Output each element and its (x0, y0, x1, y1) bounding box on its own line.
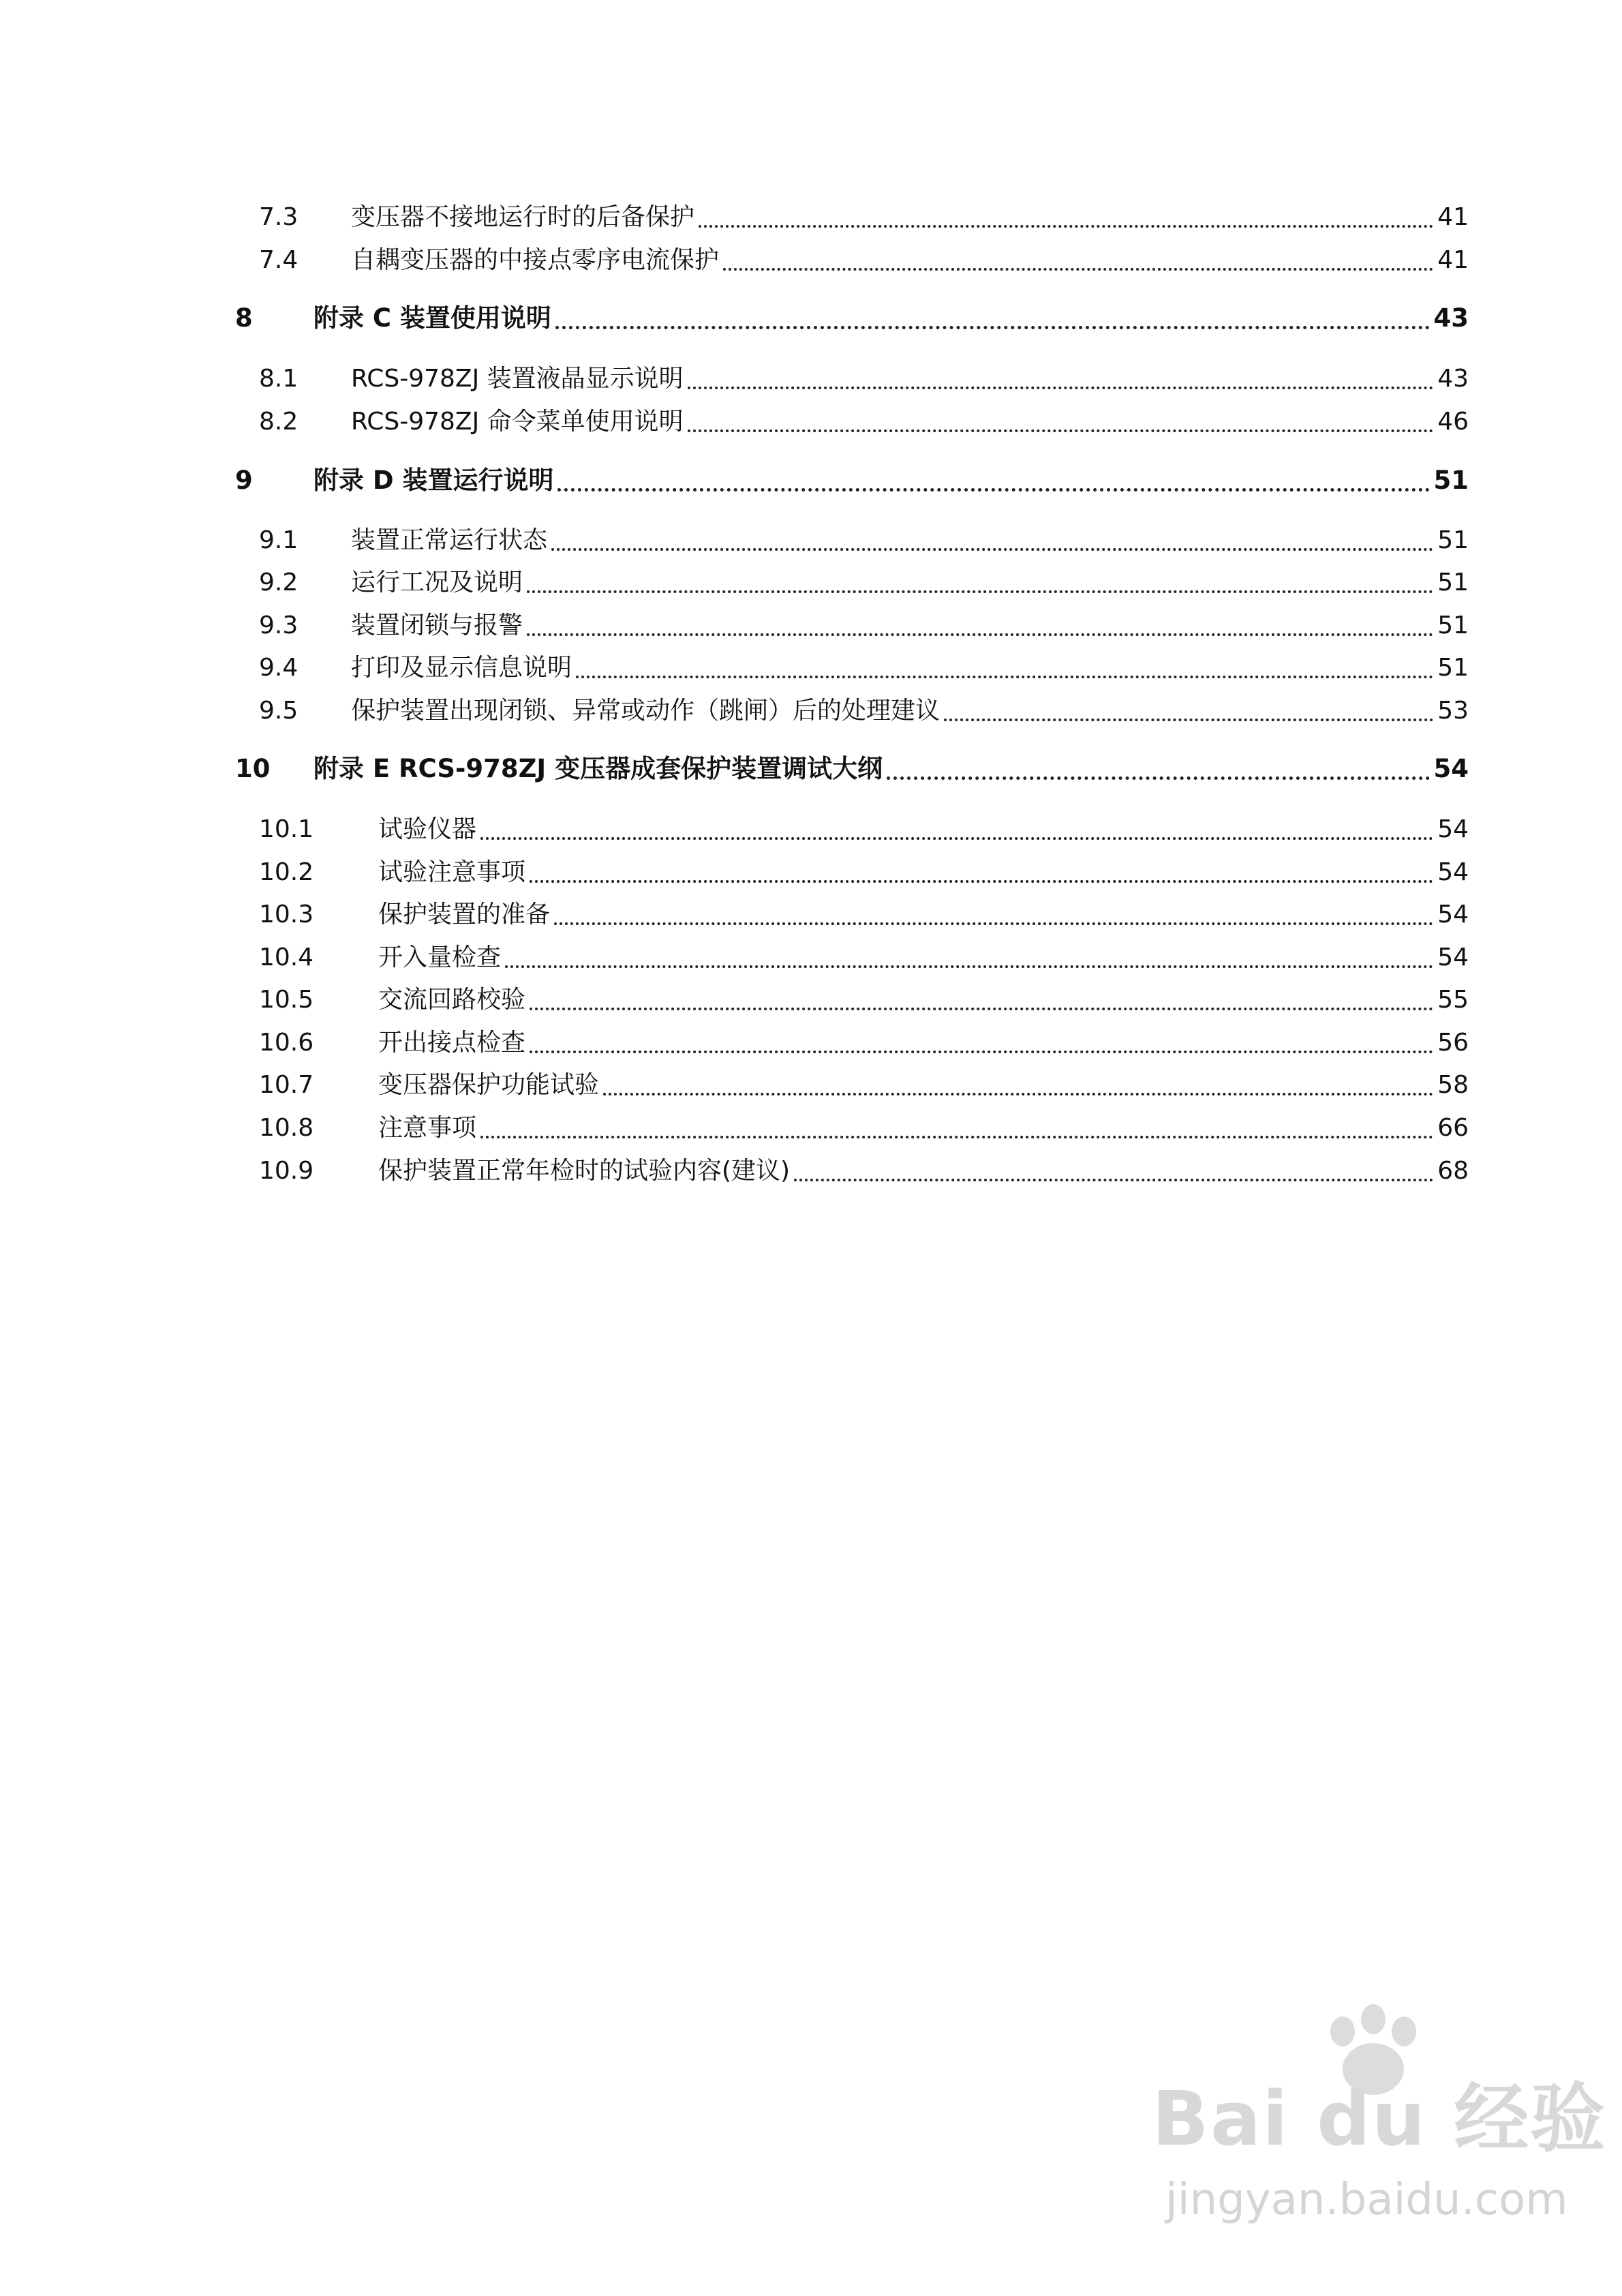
toc-entry-10-7[interactable] (259, 1063, 1469, 1107)
toc-number: 10.2 (259, 858, 314, 886)
baidu-jingyan-watermark (1152, 2059, 1607, 2263)
toc-number: 10.8 (259, 1114, 314, 1142)
toc-title: 附录 C 装置使用说明 (313, 303, 551, 333)
toc-entry-10-3[interactable] (259, 893, 1469, 937)
watermark-logo: Bai du 经验 (1152, 2075, 1607, 2162)
toc-number: 9 (235, 466, 253, 495)
toc-title: 试验仪器 (378, 815, 477, 843)
toc-number: 8.2 (259, 408, 299, 436)
toc-number: 9.2 (259, 569, 299, 596)
dot-leader (794, 1179, 1433, 1181)
toc-entry-10-4[interactable] (259, 936, 1469, 980)
watermark-url: jingyan.baidu.com (1165, 2175, 1568, 2225)
toc-title: 保护装置正常年检时的试验内容(建议) (378, 1157, 791, 1185)
toc-number: 9.3 (259, 611, 299, 639)
toc-page: 53 (1437, 697, 1469, 725)
toc-number: 8.1 (259, 365, 299, 393)
toc-page: 54 (1437, 815, 1469, 843)
toc-page: 43 (1437, 365, 1469, 393)
toc-page: 58 (1437, 1071, 1469, 1099)
dot-leader (530, 1008, 1433, 1010)
toc-page: 51 (1437, 526, 1469, 554)
dot-leader (723, 268, 1433, 271)
toc-entry-9-4[interactable] (259, 646, 1469, 690)
toc-number: 10.5 (259, 986, 314, 1014)
toc-page: 43 (1433, 303, 1469, 333)
dot-leader (887, 776, 1429, 780)
toc-entry-9-1[interactable] (259, 519, 1469, 562)
toc-chapter-8[interactable] (235, 297, 1469, 340)
toc-title: 保护装置出现闭锁、异常或动作（跳闸）后的处理建议 (351, 697, 940, 725)
toc-title: 变压器不接地运行时的后备保护 (351, 203, 695, 231)
toc-entry-7-3[interactable] (259, 196, 1469, 239)
toc-number: 9.5 (259, 697, 299, 725)
dot-leader (557, 488, 1429, 492)
dot-leader (505, 965, 1433, 968)
dot-leader (480, 1136, 1433, 1138)
toc-title: 开出接点检查 (378, 1029, 526, 1057)
toc-entry-8-1[interactable] (259, 357, 1469, 401)
toc-page: 68 (1437, 1157, 1469, 1185)
toc-title: 运行工况及说明 (351, 569, 523, 596)
dot-leader (480, 837, 1433, 840)
toc-title: RCS-978ZJ 命令菜单使用说明 (351, 408, 684, 436)
dot-leader (688, 387, 1433, 389)
toc-entry-10-5[interactable] (259, 978, 1469, 1022)
toc-chapter-9[interactable] (235, 459, 1469, 502)
toc-number: 9.4 (259, 654, 299, 682)
dot-leader (576, 676, 1433, 678)
toc-number: 10 (235, 754, 271, 783)
dot-leader (944, 719, 1433, 721)
toc-page: 55 (1437, 986, 1469, 1014)
toc-page: 51 (1437, 611, 1469, 639)
toc-entry-7-4[interactable] (259, 239, 1469, 282)
dot-leader (527, 590, 1433, 593)
toc-page: 51 (1437, 654, 1469, 682)
toc-title: RCS-978ZJ 装置液晶显示说明 (351, 365, 684, 393)
toc-entry-9-2[interactable] (259, 561, 1469, 605)
toc-title: 试验注意事项 (378, 858, 526, 886)
toc-entry-10-8[interactable] (259, 1106, 1469, 1150)
toc-page: 46 (1437, 408, 1469, 436)
toc-number: 7.3 (259, 203, 299, 231)
toc-title: 附录 D 装置运行说明 (313, 466, 554, 495)
dot-leader (555, 326, 1430, 329)
dot-leader (530, 880, 1433, 883)
toc-number: 10.1 (259, 815, 314, 843)
toc-title: 变压器保护功能试验 (378, 1071, 600, 1099)
toc-entry-9-3[interactable] (259, 604, 1469, 648)
toc-number: 7.4 (259, 246, 299, 274)
toc-entry-10-1[interactable] (259, 808, 1469, 851)
toc-title: 附录 E RCS-978ZJ 变压器成套保护装置调试大纲 (313, 754, 883, 783)
toc-entry-10-9[interactable] (259, 1149, 1469, 1193)
toc-title: 保护装置的准备 (378, 901, 551, 928)
dot-leader (699, 225, 1433, 228)
toc-number: 8 (235, 303, 253, 333)
toc-title: 装置闭锁与报警 (351, 611, 523, 639)
toc-title: 自耦变压器的中接点零序电流保护 (351, 246, 720, 274)
toc-number: 10.9 (259, 1157, 314, 1185)
toc-number: 10.6 (259, 1029, 314, 1057)
toc-page: 41 (1437, 203, 1469, 231)
toc-page: 54 (1437, 943, 1469, 971)
toc-number: 10.4 (259, 943, 314, 971)
dot-leader (688, 429, 1433, 432)
toc-page: 56 (1437, 1029, 1469, 1057)
toc-page: 66 (1437, 1114, 1469, 1142)
toc-entry-9-5[interactable] (259, 689, 1469, 733)
toc-page: 41 (1437, 246, 1469, 274)
toc-page: 54 (1433, 754, 1469, 783)
toc-entry-10-2[interactable] (259, 851, 1469, 894)
toc-number: 10.7 (259, 1071, 314, 1099)
dot-leader (551, 548, 1433, 551)
toc-title: 打印及显示信息说明 (351, 654, 572, 682)
toc-page: 54 (1437, 858, 1469, 886)
toc-page: 51 (1437, 569, 1469, 596)
dot-leader (527, 633, 1433, 636)
toc-page: 54 (1437, 901, 1469, 928)
dot-leader (530, 1051, 1433, 1053)
toc-number: 9.1 (259, 526, 299, 554)
dot-leader (554, 922, 1433, 925)
toc-entry-10-6[interactable] (259, 1021, 1469, 1065)
toc-number: 10.3 (259, 901, 314, 928)
toc-title: 注意事项 (378, 1114, 477, 1142)
toc-page: 51 (1433, 466, 1469, 495)
toc-chapter-10[interactable] (235, 747, 1469, 791)
toc-title: 装置正常运行状态 (351, 526, 548, 554)
toc-title: 交流回路校验 (378, 986, 526, 1014)
toc-title: 开入量检查 (378, 943, 502, 971)
dot-leader (603, 1093, 1433, 1096)
toc-entry-8-2[interactable] (259, 400, 1469, 444)
